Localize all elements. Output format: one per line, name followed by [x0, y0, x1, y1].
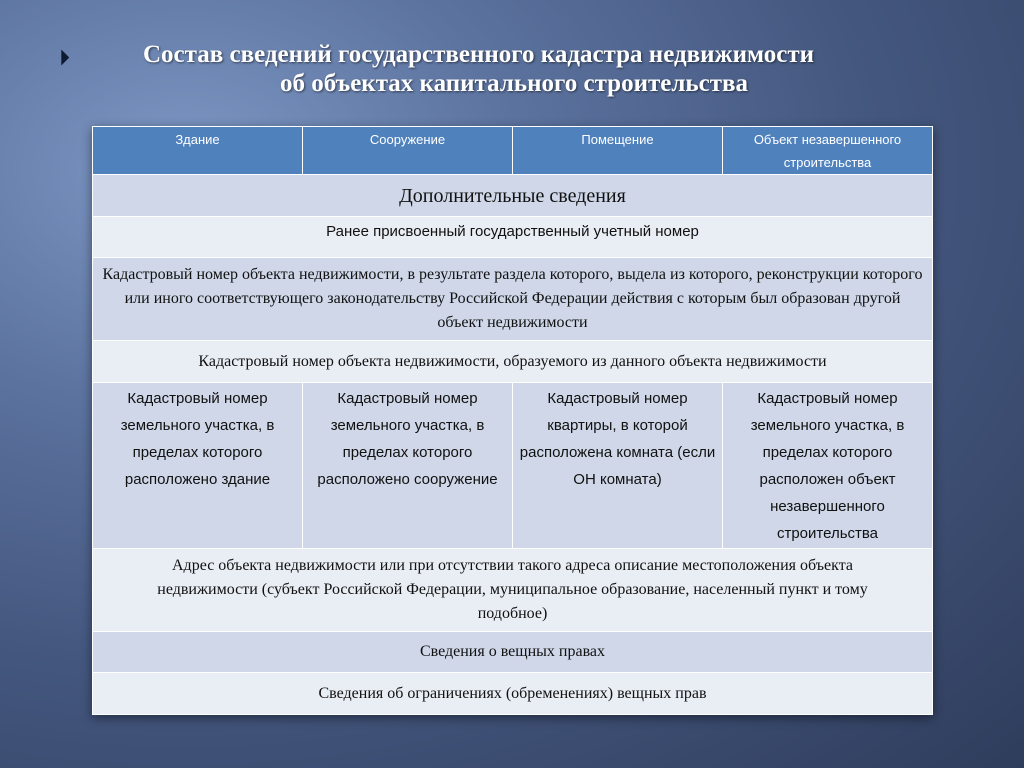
structure-land-plot-cell: Кадастровый номер земельного участка, в пределах которого расположено сооружение — [303, 383, 513, 549]
table-row — [93, 341, 933, 383]
derived-object-cadastral-number-cell: Кадастровый номер объекта недвижимости, образуемого из данного объекта недвижимости — [93, 341, 933, 383]
table-row — [93, 258, 933, 341]
table-row — [93, 632, 933, 673]
header-premises: Помещение — [513, 127, 723, 175]
address-cell: Адрес объекта недвижимости или при отсутствии такого адреса описание местоположения объекта недвижимости (субъект Российской Федерации, муниципальное образование, населенный пункт и тому подобное) — [93, 549, 933, 632]
slide-title-line-1: Состав сведений государственного кадастра недвижимости — [143, 41, 815, 68]
table-row — [93, 217, 933, 258]
section-title-cell: Дополнительные сведения — [93, 175, 933, 217]
header-building: Здание — [93, 127, 303, 175]
slide-title-line-2: об объектах капитального строительства — [280, 70, 748, 97]
building-land-plot-cell: Кадастровый номер земельного участка, в пределах которого расположено здание — [93, 383, 303, 549]
rights-restrictions-cell: Сведения об ограничениях (обременениях) вещных прав — [93, 673, 933, 715]
table-header-row — [93, 127, 933, 175]
table-row — [93, 549, 933, 632]
header-structure: Сооружение — [303, 127, 513, 175]
slide-title — [90, 40, 970, 98]
table-row — [93, 383, 933, 549]
previous-registration-number-cell: Ранее присвоенный государственный учетный номер — [93, 217, 933, 258]
room-apartment-cell: Кадастровый номер квартиры, в которой расположена комната (если ОН комната) — [513, 383, 723, 549]
header-unfinished-object: Объект незавершенного строительства — [723, 127, 933, 175]
unfinished-object-land-plot-cell: Кадастровый номер земельного участка, в пределах которого расположен объект незавершенного строительства — [723, 383, 933, 549]
slide-bullet-icon: ⏵ — [59, 46, 71, 71]
table-row — [93, 673, 933, 715]
table-row — [93, 175, 933, 217]
cadastre-info-table — [92, 126, 933, 715]
property-rights-cell: Сведения о вещных правах — [93, 632, 933, 673]
source-object-cadastral-number-cell: Кадастровый номер объекта недвижимости, в результате раздела которого, выдела из которого, реконструкции которого или иного соответствующего законодательству Российской Федерации действия с которым был образован другой объект недвижимости — [93, 258, 933, 341]
